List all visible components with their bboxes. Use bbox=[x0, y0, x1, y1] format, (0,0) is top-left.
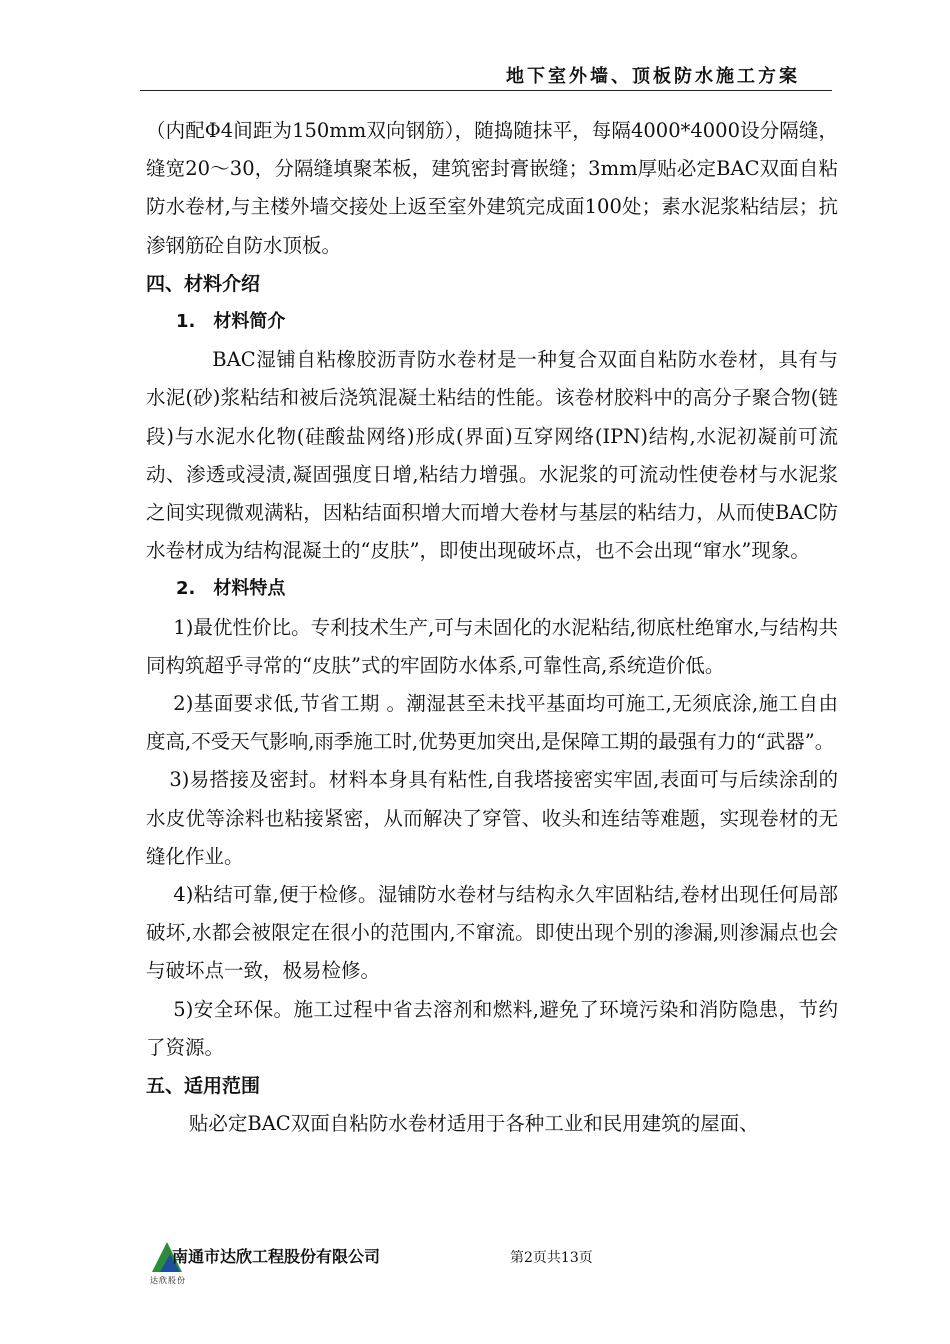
paragraph-material-intro: BAC湿铺自粘橡胶沥青防水卷材是一种复合双面自粘防水卷材，具有与水泥(砂)浆粘结和被后浇筑混凝土粘结的性能。该卷材胶料中的高分子聚合物(链段)与水泥水化物(硅酸盐网络)形成(界面)互穿网络(IPN)结构,水泥初凝前可流动、渗透或浸渍,凝固强度日增,粘结力增强。水泥浆的可流动性使卷材与水泥浆之间实现微观满粘，因粘结面积增大而增大卷材与基层的粘结力，从而使BAC防水卷材成为结构混凝土的“皮肤”，即使出现破坏点，也不会出现“窜水”现象。 bbox=[146, 348, 838, 563]
section-heading-materials: 四、材料介绍 bbox=[146, 272, 261, 295]
feature-item-2: 2)基面要求低,节省工期 。潮湿甚至未找平基面均可施工,无须底涂,施工自由度高,不受天气影响,雨季施工时,优势更加突出,是保障工期的最强有力的“武器”。 bbox=[146, 692, 838, 754]
header-rule bbox=[140, 90, 832, 91]
document-body bbox=[146, 112, 838, 1143]
header-title: 地下室外墙、顶板防水施工方案 bbox=[506, 66, 800, 87]
paragraph-scope: 贴必定BAC双面自粘防水卷材适用于各种工业和民用建筑的屋面、 bbox=[188, 1112, 759, 1136]
subheading-material-intro: 1. 材料简介 bbox=[176, 311, 286, 333]
footer-company-name: 南通市达欣工程股份有限公司 bbox=[172, 1247, 381, 1266]
feature-item-4: 4)粘结可靠,便于检修。湿铺防水卷材与结构永久牢固粘结,卷材出现任何局部破坏,水都会被限定在很小的范围内,不窜流。即使出现个别的渗漏,则渗漏点也会与破坏点一致，极易检修。 bbox=[146, 883, 838, 983]
subheading-material-features: 2. 材料特点 bbox=[176, 578, 286, 600]
feature-item-1: 1)最优性价比。专利技术生产,可与未固化的水泥粘结,彻底杜绝窜水,与结构共同构筑超乎寻常的“皮肤”式的牢固防水体系,可靠性高,系统造价低。 bbox=[146, 615, 838, 677]
logo-text: 达欣股份 bbox=[150, 1276, 186, 1285]
section-heading-scope: 五、适用范围 bbox=[146, 1075, 261, 1098]
footer-page-number: 第2页共13页 bbox=[510, 1250, 593, 1266]
paragraph-roof-layers: （内配Φ4间距为150mm双向钢筋），随捣随抹平，每隔4000*4000设分隔缝，缝宽20～30，分隔缝填聚苯板，建筑密封膏嵌缝；3mm厚贴必定BAC双面自粘防水卷材,与主楼外墙交接处上返至室外建筑完成面100处；素水泥浆粘结层；抗渗钢筋砼自防水顶板。 bbox=[146, 119, 838, 257]
feature-item-5: 5)安全环保。施工过程中省去溶剂和燃料,避免了环境污染和消防隐患，节约了资源。 bbox=[146, 997, 838, 1059]
feature-item-3: 3)易搭接及密封。材料本身具有粘性,自我塔接密实牢固,表面可与后续涂刮的水皮优等涂料也粘接紧密，从而解决了穿管、收头和连结等难题，实现卷材的无缝化作业。 bbox=[146, 768, 838, 868]
